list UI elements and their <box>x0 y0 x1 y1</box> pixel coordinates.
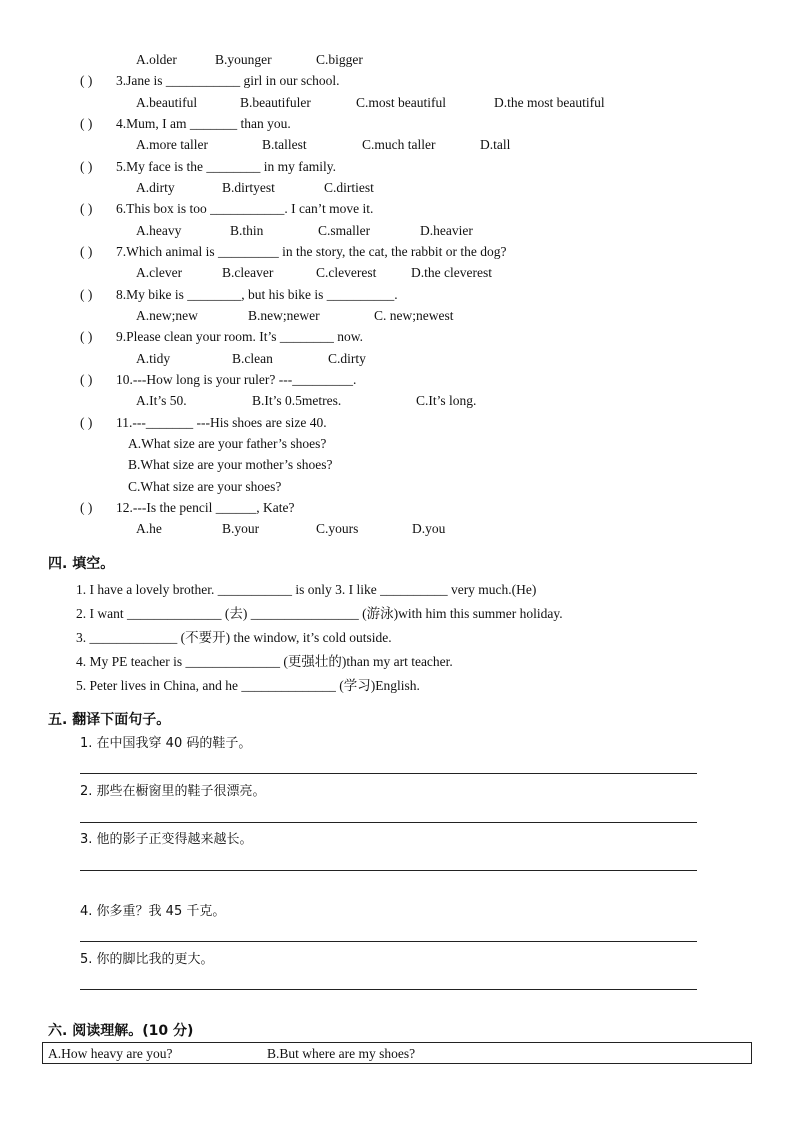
answer-paren: ( ) <box>80 73 93 88</box>
box-option: A.How heavy are you? <box>48 1046 173 1061</box>
option: C.cleverest <box>316 265 377 280</box>
option: C.bigger <box>316 52 363 67</box>
option: B.cleaver <box>222 265 274 280</box>
option: B.clean <box>232 351 273 366</box>
question-stem: 11.---_______ ---His shoes are size 40. <box>116 415 327 430</box>
option: B.tallest <box>262 137 307 152</box>
translation-item: 3. 他的影子正变得越来越长。 <box>80 832 253 847</box>
option: B.It’s 0.5metres. <box>252 393 342 408</box>
question-stem: 7.Which animal is _________ in the story, the cat, the rabbit or the dog? <box>116 244 507 259</box>
option: A.older <box>136 52 177 67</box>
option: A.tidy <box>136 351 171 366</box>
option: A.What size are your father’s shoes? <box>128 436 327 451</box>
answer-line <box>80 989 697 990</box>
option: D.the most beautiful <box>494 95 605 110</box>
option: B.younger <box>215 52 272 67</box>
question-stem: 5.My face is the ________ in my family. <box>116 159 336 174</box>
answer-paren: ( ) <box>80 201 93 216</box>
answer-paren: ( ) <box>80 159 93 174</box>
option: A.new;new <box>136 308 198 323</box>
fill-item: 5. Peter lives in China, and he ______________ (学习)English. <box>76 678 420 693</box>
fill-item: 1. I have a lovely brother. ___________ is only 3. I like __________ very much.(He) <box>76 582 537 597</box>
answer-paren: ( ) <box>80 116 93 131</box>
option: C.dirty <box>328 351 366 366</box>
answer-paren: ( ) <box>80 415 93 430</box>
option: B.thin <box>230 223 264 238</box>
question-stem: 9.Please clean your room. It’s ________ now. <box>116 329 363 344</box>
option: C.much taller <box>362 137 436 152</box>
translation-item: 1. 在中国我穿 40 码的鞋子。 <box>80 736 252 751</box>
option: B.new;newer <box>248 308 320 323</box>
option: C.smaller <box>318 223 371 238</box>
question-stem: 10.---How long is your ruler? ---_________. <box>116 372 357 387</box>
answer-paren: ( ) <box>80 244 93 259</box>
option: C.What size are your shoes? <box>128 479 282 494</box>
translation-item: 5. 你的脚比我的更大。 <box>80 952 214 967</box>
option: C.most beautiful <box>356 95 446 110</box>
section-heading: 六. 阅读理解。(10 分) <box>48 1023 194 1039</box>
option: B.dirtyest <box>222 180 275 195</box>
section-heading: 四. 填空。 <box>48 556 115 572</box>
option: B.your <box>222 521 260 536</box>
option: A.clever <box>136 265 183 280</box>
fill-item: 3. _____________ (不要开) the window, it’s cold outside. <box>76 630 392 645</box>
answer-line <box>80 773 697 774</box>
option: D.heavier <box>420 223 473 238</box>
option: B.What size are your mother’s shoes? <box>128 457 333 472</box>
option: C.yours <box>316 521 359 536</box>
box-option: B.But where are my shoes? <box>267 1046 416 1061</box>
option: C.It’s long. <box>416 393 477 408</box>
answer-paren: ( ) <box>80 372 93 387</box>
question-stem: 6.This box is too ___________. I can’t move it. <box>116 201 374 216</box>
question-stem: 8.My bike is ________, but his bike is __________. <box>116 287 398 302</box>
option: D.tall <box>480 137 511 152</box>
option: D.you <box>412 521 446 536</box>
question-stem: 12.---Is the pencil ______, Kate? <box>116 500 295 515</box>
question-stem: 4.Mum, I am _______ than you. <box>116 116 291 131</box>
answer-line <box>80 822 697 823</box>
answer-paren: ( ) <box>80 500 93 515</box>
fill-item: 2. I want ______________ (去) ________________ (游泳)with him this summer holiday. <box>76 606 563 621</box>
option: C.dirtiest <box>324 180 374 195</box>
option: C. new;newest <box>374 308 454 323</box>
answer-paren: ( ) <box>80 287 93 302</box>
answer-paren: ( ) <box>80 329 93 344</box>
fill-item: 4. My PE teacher is ______________ (更强壮的)than my art teacher. <box>76 654 453 669</box>
answer-line <box>80 870 697 871</box>
translation-item: 4. 你多重？我 45 千克。 <box>80 904 226 919</box>
option: A.he <box>136 521 162 536</box>
translation-item: 2. 那些在橱窗里的鞋子很漂亮。 <box>80 784 266 799</box>
option: A.It’s 50. <box>136 393 187 408</box>
option: D.the cleverest <box>411 265 492 280</box>
question-stem: 3.Jane is ___________ girl in our school. <box>116 73 340 88</box>
option: A.heavy <box>136 223 182 238</box>
option: A.dirty <box>136 180 175 195</box>
option: A.beautiful <box>136 95 198 110</box>
answer-line <box>80 941 697 942</box>
section-heading: 五. 翻译下面句子。 <box>48 712 171 728</box>
option: B.beautifuler <box>240 95 311 110</box>
option: A.more taller <box>136 137 208 152</box>
